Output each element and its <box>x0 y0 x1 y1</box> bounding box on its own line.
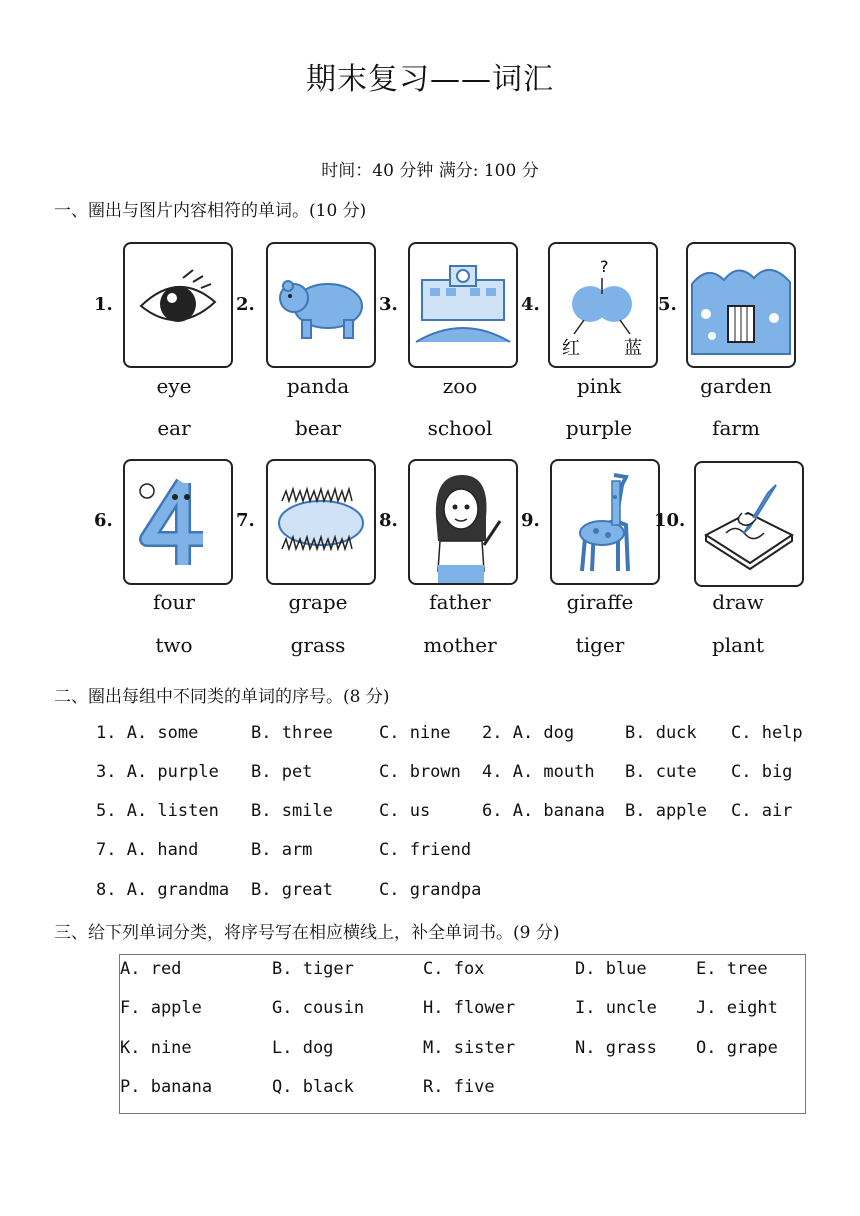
option-word[interactable]: bear <box>294 416 342 440</box>
choice-item[interactable]: C. us <box>379 801 431 821</box>
word-bank-item: C. fox <box>423 959 485 979</box>
option-word[interactable]: four <box>153 590 195 614</box>
choice-item[interactable]: B. duck <box>625 723 697 743</box>
word-bank-item: Q. black <box>272 1077 354 1097</box>
drawing-icon <box>694 461 804 587</box>
item-number: 4. <box>521 294 540 315</box>
option-word[interactable]: ear <box>157 416 191 440</box>
garden-icon <box>686 242 796 368</box>
option-word[interactable]: two <box>155 633 193 657</box>
choice-item[interactable]: B. cute <box>625 762 697 782</box>
choice-item[interactable]: B. smile <box>251 801 333 821</box>
option-word[interactable]: mother <box>423 633 497 657</box>
word-bank-item: H. flower <box>423 998 516 1018</box>
choice-item[interactable]: C. air <box>731 801 793 821</box>
choice-item[interactable]: C. nine <box>379 723 451 743</box>
item-number: 5. <box>658 294 677 315</box>
word-bank-item: R. five <box>423 1077 495 1097</box>
option-word[interactable]: farm <box>712 416 760 440</box>
school-icon <box>408 242 518 368</box>
pic-label-red: 红 <box>562 338 580 359</box>
eye-icon <box>123 242 233 368</box>
word-bank-item: K. nine <box>120 1038 192 1058</box>
option-word[interactable]: father <box>429 590 491 614</box>
section-3-heading: 三、给下列单词分类，将序号写在相应横线上，补全单词书。(9 分) <box>54 923 560 943</box>
option-word[interactable]: giraffe <box>566 590 634 614</box>
option-word[interactable]: school <box>427 416 493 440</box>
choice-item[interactable]: C. grandpa <box>379 880 482 900</box>
option-word[interactable]: grape <box>288 590 348 614</box>
option-word[interactable]: pink <box>576 374 622 398</box>
option-word[interactable]: zoo <box>442 374 478 398</box>
word-bank-item: M. sister <box>423 1038 516 1058</box>
choice-item[interactable]: 1. A. some <box>96 723 199 743</box>
bear-icon <box>266 242 376 368</box>
option-word[interactable]: panda <box>286 374 350 398</box>
word-bank-item: F. apple <box>120 998 202 1018</box>
choice-item[interactable]: 5. A. listen <box>96 801 219 821</box>
word-bank-item: G. cousin <box>272 998 365 1018</box>
choice-item[interactable]: B. apple <box>625 801 707 821</box>
choice-item[interactable]: B. arm <box>251 840 313 860</box>
choice-item[interactable]: 8. A. grandma <box>96 880 230 900</box>
exam-info: 时间：40 分钟 满分: 100 分 <box>321 161 539 181</box>
option-word[interactable]: garden <box>700 374 772 398</box>
choice-item[interactable]: 3. A. purple <box>96 762 219 782</box>
word-bank-item: A. red <box>120 959 182 979</box>
item-number: 2. <box>236 294 255 315</box>
choice-item[interactable]: B. pet <box>251 762 313 782</box>
item-number: 8. <box>379 510 398 531</box>
option-word[interactable]: tiger <box>575 633 625 657</box>
choice-item[interactable]: C. help <box>731 723 803 743</box>
word-bank-item: J. eight <box>696 998 778 1018</box>
word-bank-item: I. uncle <box>575 998 657 1018</box>
word-bank-item: D. blue <box>575 959 647 979</box>
word-bank-item: O. grape <box>696 1038 778 1058</box>
item-number: 9. <box>521 510 540 531</box>
pic-label-blue: 蓝 <box>624 338 642 359</box>
choice-item[interactable]: B. three <box>251 723 333 743</box>
word-bank-item: L. dog <box>272 1038 334 1058</box>
word-bank-item: B. tiger <box>272 959 354 979</box>
giraffe-icon <box>550 459 660 585</box>
choice-item[interactable]: 6. A. banana <box>482 801 605 821</box>
girl-icon <box>408 459 518 585</box>
choice-item[interactable]: 4. A. mouth <box>482 762 595 782</box>
choice-item[interactable]: 2. A. dog <box>482 723 575 743</box>
number-four-icon <box>123 459 233 585</box>
option-word[interactable]: purple <box>565 416 633 440</box>
choice-item[interactable]: C. big <box>731 762 793 782</box>
section-1-heading: 一、圈出与图片内容相符的单词。(10 分) <box>54 201 367 221</box>
item-number: 1. <box>94 294 113 315</box>
word-bank-item: E. tree <box>696 959 768 979</box>
choice-item[interactable]: 7. A. hand <box>96 840 199 860</box>
item-number: 10. <box>654 510 686 531</box>
color-mix-icon <box>548 242 658 368</box>
item-number: 6. <box>94 510 113 531</box>
choice-item[interactable]: C. brown <box>379 762 461 782</box>
option-word[interactable]: grass <box>290 633 346 657</box>
item-number: 7. <box>236 510 255 531</box>
item-number: 3. <box>379 294 398 315</box>
option-word[interactable]: plant <box>711 633 765 657</box>
section-2-heading: 二、圈出每组中不同类的单词的序号。(8 分) <box>54 687 390 707</box>
option-word[interactable]: eye <box>156 374 192 398</box>
page-title: 期末复习——词汇 <box>306 62 554 97</box>
choice-item[interactable]: B. great <box>251 880 333 900</box>
grass-icon <box>266 459 376 585</box>
option-word[interactable]: draw <box>712 590 764 614</box>
choice-item[interactable]: C. friend <box>379 840 472 860</box>
question-mark: ? <box>600 257 609 276</box>
word-bank-item: N. grass <box>575 1038 657 1058</box>
word-bank-item: P. banana <box>120 1077 213 1097</box>
